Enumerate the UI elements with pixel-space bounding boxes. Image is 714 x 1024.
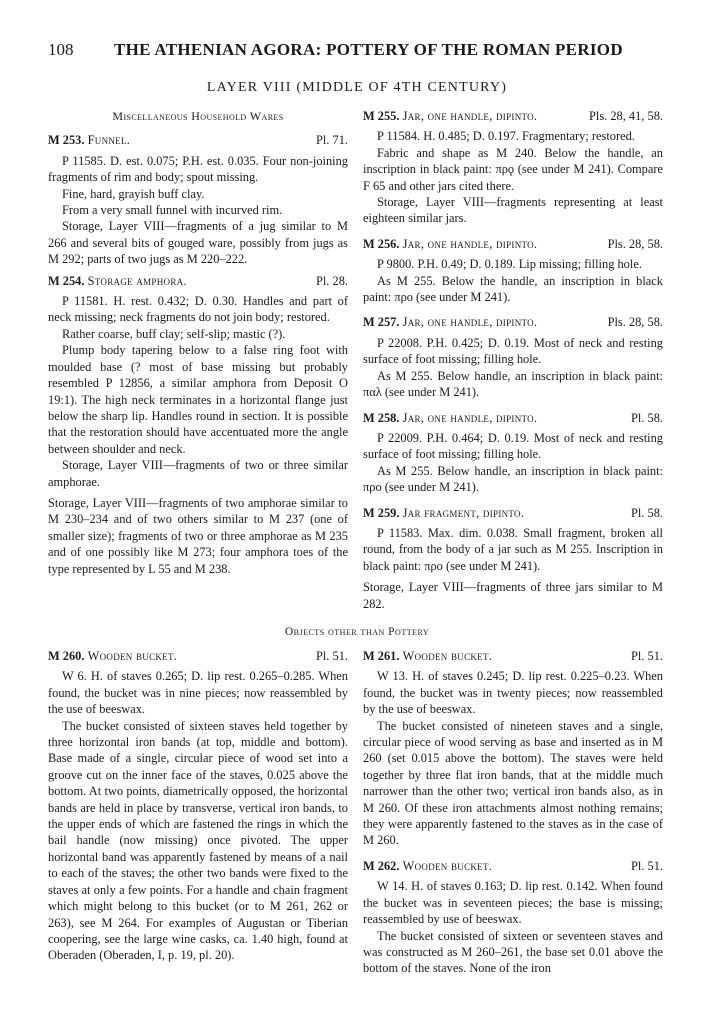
paragraph: P 11581. H. rest. 0.432; D. 0.30. Handles and part of neck missing; neck fragments do not join body; restored.	[48, 294, 348, 325]
lower-left-column	[48, 648, 348, 964]
paragraph: Storage, Layer VIII—fragments representing at least eighteen similar jars.	[363, 195, 663, 226]
paragraph: P 11585. D. est. 0.075; P.H. est. 0.035. Four non-joining fragments of rim and body; spout missing.	[48, 153, 348, 185]
plate-ref: Pls. 28, 41, 58.	[588, 109, 663, 123]
catalog-number: M 258.	[363, 410, 400, 425]
plate-ref: Pl. 51.	[315, 649, 348, 663]
paragraph: W 13. H. of staves 0.245; D. lip rest. 0.225–0.23. When found, the bucket was in twenty pieces; now reassembled by the use of beeswax.	[363, 669, 663, 717]
entry-heading-m253	[48, 132, 348, 148]
plate-ref: Pl. 28.	[315, 273, 348, 288]
plate-ref: Pl. 58.	[630, 505, 663, 520]
section-heading: Miscellaneous Household Wares	[112, 109, 284, 123]
paragraph: P 22009. P.H. 0.464; D. 0.19. Most of neck and resting surface of foot missing; filling hole.	[363, 430, 663, 462]
entry-title: Jar, one handle, dipinto.	[402, 236, 538, 251]
entry-heading-m255	[363, 108, 663, 124]
catalog-number: M 257.	[363, 315, 400, 330]
entry-heading-m262	[363, 858, 663, 874]
paragraph: P 9800. P.H. 0.49; D. 0.189. Lip missing; filling hole.	[377, 257, 642, 272]
paragraph: From a very small funnel with incurved rim.	[62, 203, 283, 218]
catalog-number: M 256.	[363, 236, 400, 251]
catalog-number: M 260.	[48, 649, 85, 663]
entry-heading-m254	[48, 273, 348, 289]
paragraph: P 22008. P.H. 0.425; D. 0.19. Most of neck and resting surface of foot missing; filling hole.	[363, 335, 663, 367]
paragraph: The bucket consisted of sixteen staves held together by three horizontal iron bands (at top, middle and bottom). Base made of a single, circular piece of wood set into a groove cut on the inner face of the staves, 0.025 above the bottom. At two points, diametrically opposed, the horizontal bands are held in place by transverse, vertical iron bands, to the upper ends of which are fastened the rings in which the bail handle (now missing) once pivoted. The upper horizontal band was apparently fastened by means of a nail to each of the staves; the other two bands were fixed to the staves at only a few points. For a handle and chain fragment which might belong to this bucket (or to M 261, 262 or 263), see M 264. For examples of Augustan or Tiberian coopering, see the large wine casks, ca. 1.40 high, found at Oberaden (Oberaden, I, p. 19, pl. 20).	[48, 718, 348, 963]
running-header	[48, 40, 668, 60]
entry-heading-m257	[363, 314, 663, 330]
paragraph: Storage, Layer VIII—fragments of a jug similar to M 266 and several bits of gouged ware, possibly from jugs as M 292; parts of two jugs as M 220–222.	[48, 219, 348, 267]
entry-title: Wooden bucket.	[402, 858, 493, 873]
catalog-number: M 254.	[48, 273, 85, 288]
upper-right-column	[363, 108, 663, 612]
entry-heading-m260	[48, 648, 348, 664]
plate-ref: Pl. 58.	[630, 410, 663, 425]
paragraph: As M 255. Below the handle, an inscription in black paint: προ (see under M 241).	[363, 273, 663, 305]
catalog-number: M 255.	[363, 109, 400, 123]
running-title: THE ATHENIAN AGORA: POTTERY OF THE ROMAN PERIOD	[114, 40, 623, 59]
entry-title: Storage amphora.	[87, 273, 187, 288]
plate-ref: Pl. 71.	[315, 133, 348, 148]
paragraph: P 11583. Max. dim. 0.038. Small fragment, broken all round, from the body of a jar such as M 255. Inscription in black paint: προ (see under M 241).	[363, 525, 663, 573]
plate-ref: Pl. 51.	[630, 649, 663, 663]
page-number: 108	[48, 40, 74, 59]
paragraph: As M 255. Below handle, an inscription in black paint: παλ (see under M 241).	[363, 368, 663, 400]
catalog-number: M 262.	[363, 858, 400, 873]
entry-title: Funnel.	[87, 133, 131, 148]
catalog-number: M 261.	[363, 649, 400, 663]
entry-heading-m256	[363, 236, 663, 252]
layer-title: LAYER VIII (MIDDLE OF 4TH CENTURY)	[206, 80, 508, 95]
entry-heading-m259	[363, 505, 663, 521]
paragraph: P 11584. H. 0.485; D. 0.197. Fragmentary; restored.	[377, 129, 635, 144]
entry-title: Wooden bucket.	[402, 649, 493, 663]
catalog-number: M 259.	[363, 505, 400, 520]
paragraph: The bucket consisted of sixteen or seventeen staves and was constructed as M 260–261, the base set 0.01 above the bottom of the staves. None of the iron	[363, 928, 663, 976]
entry-heading-m261	[363, 648, 663, 664]
paragraph: The bucket consisted of nineteen staves and a single, circular piece of wood serving as base and inserted as in M 260 (set 0.015 above the bottom). The staves were held together by three flat iron bands, that at the middle much narrower than the other two; vertical iron bands also, as in M 260. Of these iron attachments almost nothing remains; they were apparently fastened to the staves as in the case of M 260.	[363, 718, 663, 848]
plate-ref: Pls. 28, 58.	[607, 236, 663, 251]
lower-right-column	[363, 648, 663, 977]
plate-ref: Pls. 28, 58.	[607, 315, 663, 330]
paragraph: W 6. H. of staves 0.265; D. lip rest. 0.265–0.285. When found, the bucket was in nine pieces; now reassembled by the use of beeswax.	[48, 669, 348, 717]
storage-note: Storage, Layer VIII—fragments of two amphorae similar to M 230–234 and of two others similar to M 237 (one of smaller size); fragments of two or three amphorae as M 235 and of one possibly like M 273; four amphora toes of the type represented by L 55 and M 238.	[48, 495, 348, 576]
upper-left-column	[48, 108, 348, 577]
paragraph: Fine, hard, grayish buff clay.	[62, 186, 205, 201]
storage-note: Storage, Layer VIII—fragments of three jars similar to M 282.	[363, 580, 663, 611]
plate-ref: Pl. 51.	[630, 858, 663, 873]
objects-heading: Objects other than Pottery	[284, 626, 430, 638]
paragraph: Rather coarse, buff clay; self-slip; mastic (?).	[62, 326, 286, 341]
catalog-number: M 253.	[48, 133, 85, 148]
entry-title: Jar, one handle, dipinto.	[402, 410, 538, 425]
entry-title: Wooden bucket.	[87, 649, 178, 663]
entry-title: Jar fragment, dipinto.	[402, 505, 525, 520]
entry-title: Jar, one handle, dipinto.	[402, 109, 538, 123]
paragraph: Fabric and shape as M 240. Below the handle, an inscription in black paint: πρϙ (see under M 241). Compare F 65 and other jars cited there.	[363, 145, 663, 193]
entry-title: Jar, one handle, dipinto.	[402, 315, 538, 330]
paragraph: W 14. H. of staves 0.163; D. lip rest. 0.142. When found the bucket was in seventeen pieces; the base is missing; reassembled by use of beeswax.	[363, 879, 663, 927]
paragraph: Storage, Layer VIII—fragments of two or three similar amphorae.	[48, 458, 348, 489]
paragraph: As M 255. Below handle, an inscription in black paint: προ (see under M 241).	[363, 463, 663, 495]
entry-heading-m258	[363, 410, 663, 426]
paragraph: Plump body tapering below to a false ring foot with moulded base (? most of base missing but probably resembled P 12856, a similar amphora from Deposit O 19:1). The high neck terminates in a horizontal flange just below the sharp lip. Handles round in section. It is possible that the restoration should have accentuated more the angle between shoulder and neck.	[48, 343, 348, 456]
